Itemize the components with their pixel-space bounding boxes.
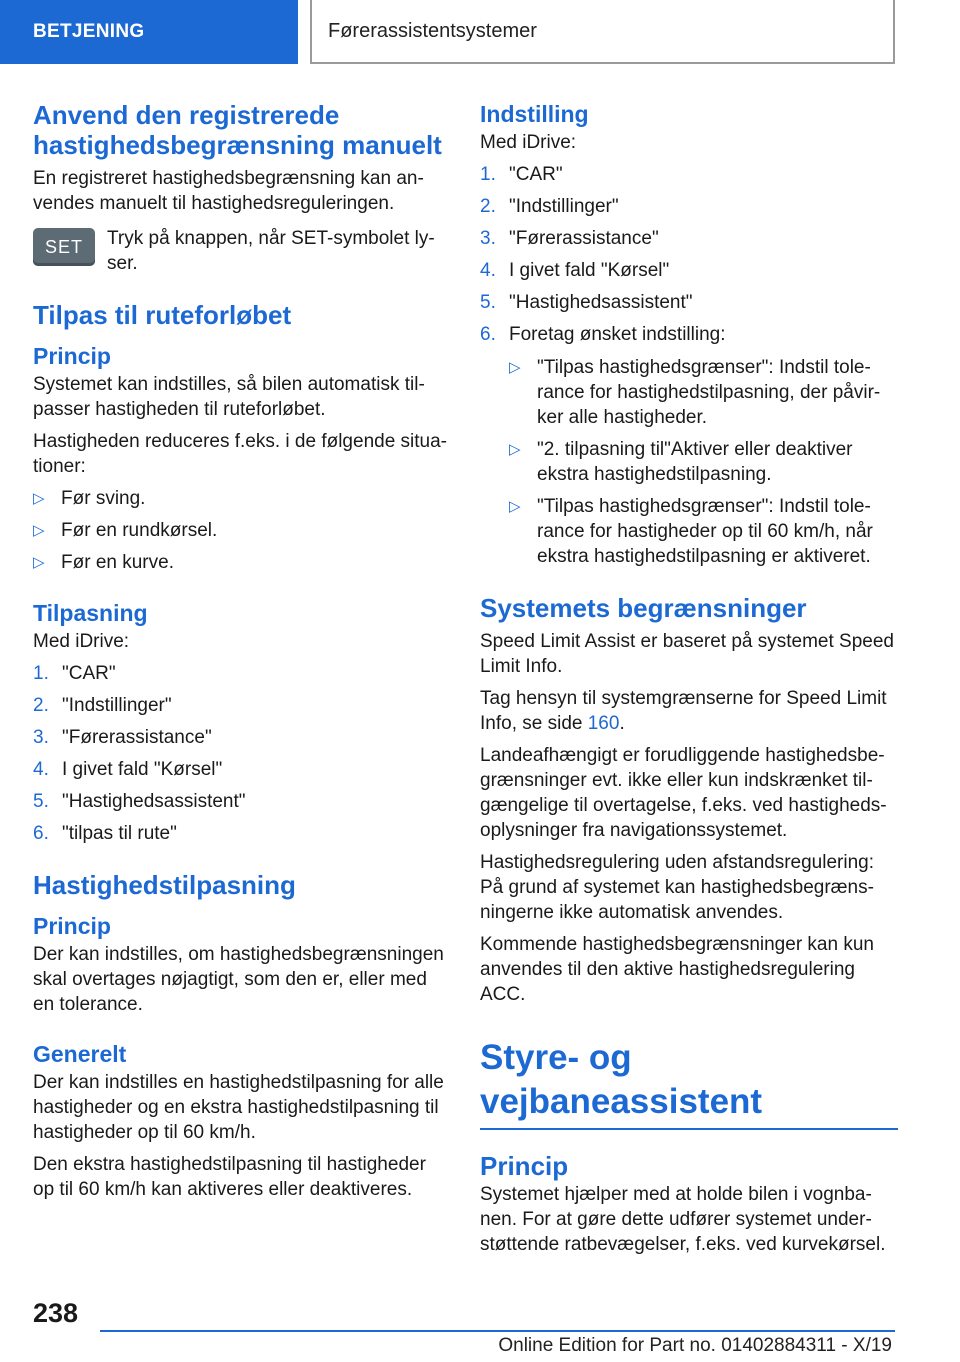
step-item: 1. "CAR": [33, 663, 116, 684]
heading-tilpas: Tilpas til ruteforløbet: [33, 300, 292, 330]
left-column: [33, 100, 448, 1209]
step-item: 6. Foretag ønsket indstilling:: [480, 324, 726, 345]
steps-list-right: [480, 162, 898, 347]
triangle-bullet-icon: ▷: [33, 490, 45, 507]
list-item: ▷ "2. tilpasning til"Aktiver eller deaktiver ekstra hastighedstilpasning.: [509, 439, 853, 485]
list-item: ▷ "Tilpas hastighedsgrænser": Indstil tole-rance for hastighedstilpasning, der påvir-ker alle hastigheder.: [509, 357, 881, 428]
paragraph-princip-1a: Systemet kan indstilles, så bilen automatisk til-passer hastigheden til ruteforløbet.: [33, 374, 425, 420]
heading-styre-vejbane: Styre- og vejbaneassistent: [480, 1036, 898, 1130]
step-item: 4. I givet fald "Kørsel": [33, 759, 223, 780]
triangle-bullet-icon: ▷: [33, 522, 45, 539]
heading-hastighedstilpasning: Hastighedstilpasning: [33, 870, 296, 900]
list-item: ▷ "Tilpas hastighedsgrænser": Indstil tole-rance for hastigheder op til 60 km/h, når ekstra hastighedstilpasning er aktiveret.: [509, 496, 873, 567]
list-item: ▷ Før en kurve.: [33, 552, 174, 573]
paragraph-begr-4: Hastighedsregulering uden afstandsregulering: På grund af systemet kan hastighedsbegræns-ningerne ikke automatisk anvendes.: [480, 852, 874, 923]
heading-princip-3: Princip: [480, 1151, 569, 1181]
step-item: 1. "CAR": [480, 164, 563, 185]
set-instruction-text: Tryk på knappen, når SET-symbolet ly-ser.: [107, 228, 435, 274]
list-item: ▷ Før en rundkørsel.: [33, 520, 218, 541]
chapter-title: Førerassistentsystemer: [310, 0, 895, 64]
step-item: 5. "Hastighedsassistent": [33, 791, 246, 812]
step-item: 5. "Hastighedsassistent": [480, 292, 693, 313]
paragraph-idrive-right: Med iDrive:: [480, 132, 577, 153]
heading-princip-1: Princip: [33, 343, 111, 369]
step-item: 6. "tilpas til rute": [33, 823, 177, 844]
set-button-icon: SET: [33, 228, 95, 266]
heading-indstilling: Indstilling: [480, 101, 589, 127]
step-item: 3. "Førerassistance": [480, 228, 659, 249]
paragraph-generelt-1: Der kan indstilles en hastighedstilpasning for alle hastigheder og en ekstra hastighedstilpasning til hastigheder op til 60 km/h.: [33, 1072, 444, 1143]
paragraph-princip-2: Der kan indstilles, om hastighedsbegrænsningen skal overtages nøjagtigt, som den er, eller med en tolerance.: [33, 944, 444, 1015]
paragraph-manual: En registreret hastighedsbegrænsning kan an-vendes manuelt til hastighedsreguleringen.: [33, 168, 424, 214]
footer-divider: [100, 1330, 895, 1332]
triangle-bullet-icon: ▷: [33, 554, 45, 571]
paragraph-princip-3: Systemet hjælper med at holde bilen i vognba-nen. For at gøre dette udfører systemet under-støttende ratbevægelser, f.eks. ved kurvekørsel.: [480, 1184, 886, 1255]
right-column: [480, 100, 898, 1264]
triangle-bullet-icon: ▷: [509, 441, 521, 458]
step-item: 4. I givet fald "Kørsel": [480, 260, 670, 281]
paragraph-begr-5: Kommende hastighedsbegrænsninger kan kun anvendes til den aktive hastighedsregulering ACC.: [480, 934, 874, 1005]
step-item: 3. "Førerassistance": [33, 727, 212, 748]
situation-list: [33, 486, 448, 575]
paragraph-princip-1b: Hastigheden reduceres f.eks. i de følgende situa-tioner:: [33, 431, 448, 477]
setting-options-list: [509, 355, 898, 569]
edition-note: Online Edition for Part no. 01402884311 - X/19: [498, 1335, 892, 1356]
heading-manual: Anvend den registrerede hastighedsbegrænsning manuelt: [33, 100, 442, 160]
heading-generelt: Generelt: [33, 1041, 127, 1067]
steps-list-left: [33, 661, 448, 846]
paragraph-generelt-2: Den ekstra hastighedstilpasning til hastigheder op til 60 km/h kan aktiveres eller deaktiveres.: [33, 1154, 426, 1200]
page-reference-link[interactable]: 160: [587, 713, 620, 734]
step-item: 2. "Indstillinger": [480, 196, 619, 217]
paragraph-begr-1: Speed Limit Assist er baseret på systemet Speed Limit Info.: [480, 631, 894, 677]
list-item: ▷ Før sving.: [33, 488, 146, 509]
page-number: 238: [33, 1298, 79, 1328]
triangle-bullet-icon: ▷: [509, 359, 521, 376]
heading-tilpasning: Tilpasning: [33, 600, 148, 626]
triangle-bullet-icon: ▷: [509, 498, 521, 515]
heading-begraensninger: Systemets begrænsninger: [480, 593, 807, 623]
heading-princip-2: Princip: [33, 913, 111, 939]
paragraph-begr-3: Landeafhængigt er forudliggende hastighedsbe-grænsninger evt. ikke eller kun indskrænket til-gængelige til overtagelse, f.eks. ved hastigheds-oplysninger fra navigationssystemet.: [480, 745, 887, 841]
set-instruction: [33, 226, 448, 276]
paragraph-idrive-left: Med iDrive:: [33, 631, 130, 652]
section-tab: BETJENING: [0, 0, 298, 64]
step-item: 2. "Indstillinger": [33, 695, 172, 716]
paragraph-begr-2: Tag hensyn til systemgrænserne for Speed Limit Info, se side 160.: [480, 688, 887, 734]
